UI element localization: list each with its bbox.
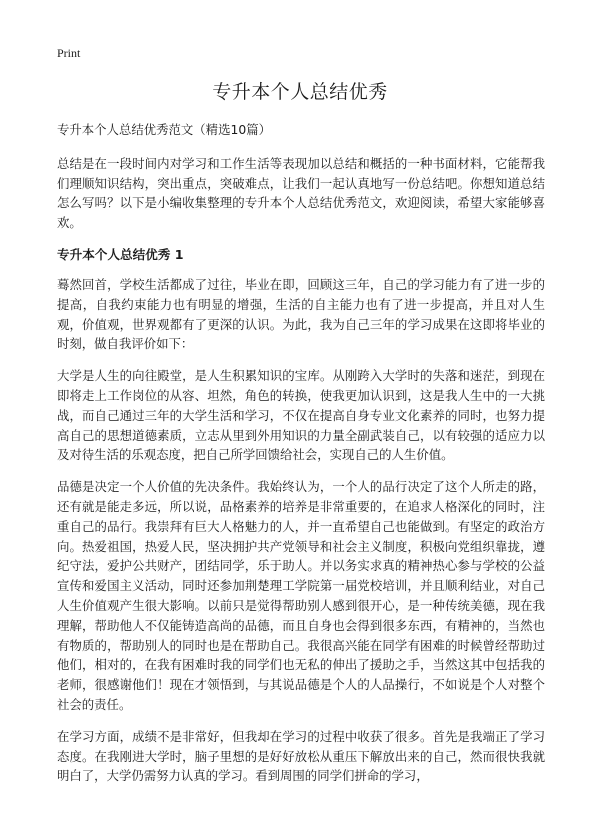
body-paragraph: 蓦然回首，学校生活都成了过往，毕业在即，回顾这三年，自己的学习能力有了进一步的提高，自我约束能力也有明显的增强，生活的自主能力也有了进一步提高，并且对人生观，价值观，世界观都有了更深的认识。为此，我为自己三年的学习成果在这即将毕业的时刻，做自我评价如下：	[57, 276, 545, 352]
document-body	[57, 120, 545, 798]
intro-paragraph: 总结是在一段时间内对学习和工作生活等表现加以总结和概括的一种书面材料，它能帮我们理顺知识结构，突出重点，突破难点，让我们一起认真地写一份总结吧。你想知道总结怎么写吗？以下是小编收集整理的专升本个人总结优秀范文，欢迎阅读，希望大家能够喜欢。	[57, 155, 545, 231]
document-subtitle: 专升本个人总结优秀范文（精选10篇）	[57, 122, 272, 137]
page-title: 专升本个人总结优秀	[212, 81, 388, 103]
body-paragraph: 大学是人生的向往殿堂，是人生积累知识的宝库。从刚跨入大学时的失落和迷茫，到现在即将走上工作岗位的从容、坦然，角色的转换，使我更加认识到，这是我人生中的一大挑战，而自己通过三年的大学生活和学习，不仅在提高自身专业文化素养的同时，也努力提高自己的思想道德素质，立志从里到外用知识的力量全副武装自己，以有较强的适应力以及对待生活的乐观态度，把自己所学回馈给社会，实现自己的人生价值。	[57, 368, 545, 463]
body-paragraph: 在学习方面，成绩不是非常好，但我却在学习的过程中收获了很多。首先是我端正了学习态度。在我刚进大学时，脑子里想的是好好放松从重压下解放出来的自己，然而很快我就明白了，大学仍需努力认真的学习。看到周围的同学们拼命的学习，	[57, 728, 545, 784]
body-paragraph: 品德是决定一个人价值的先决条件。我始终认为，一个人的品行决定了这个人所走的路，还有就是能走多远，所以说，品格素养的培养是非常重要的，在追求人格深化的同时，注重自己的品行。我崇拜有巨大人格魅力的人，并一直希望自己也能做到。有坚定的政治方向。热爱祖国，热爱人民，坚决拥护共产党领导和社会主义制度，积极向党组织靠拢，遵纪守法，爱护公共财产，团结同学，乐于助人。并以务实求真的精神热心参与学校的公益宣传和爱国主义活动，同时还参加荆楚理工学院第一届党校培训，并且顺利结业，对自己人生价值观产生很大影响。以前只是觉得帮助别人感到很开心，是一种传统美德，现在我理解，帮助他人不仅能铸造高尚的品德，而且自身也会得到很多东西，有精神的，当然也有物质的，帮助别人的同时也是在帮助自己。我很高兴能在同学有困难的时候曾经帮助过他们，相对的，在我有困难时我的同学们也无私的伸出了援助之手，当然这其中包括我的老师，很感谢他们！现在才领悟到，与其说品德是个人的人品操行，不如说是个人对整个社会的责任。	[57, 479, 545, 712]
print-link[interactable]: Print	[57, 46, 81, 60]
section-heading: 专升本个人总结优秀 1	[57, 246, 184, 262]
